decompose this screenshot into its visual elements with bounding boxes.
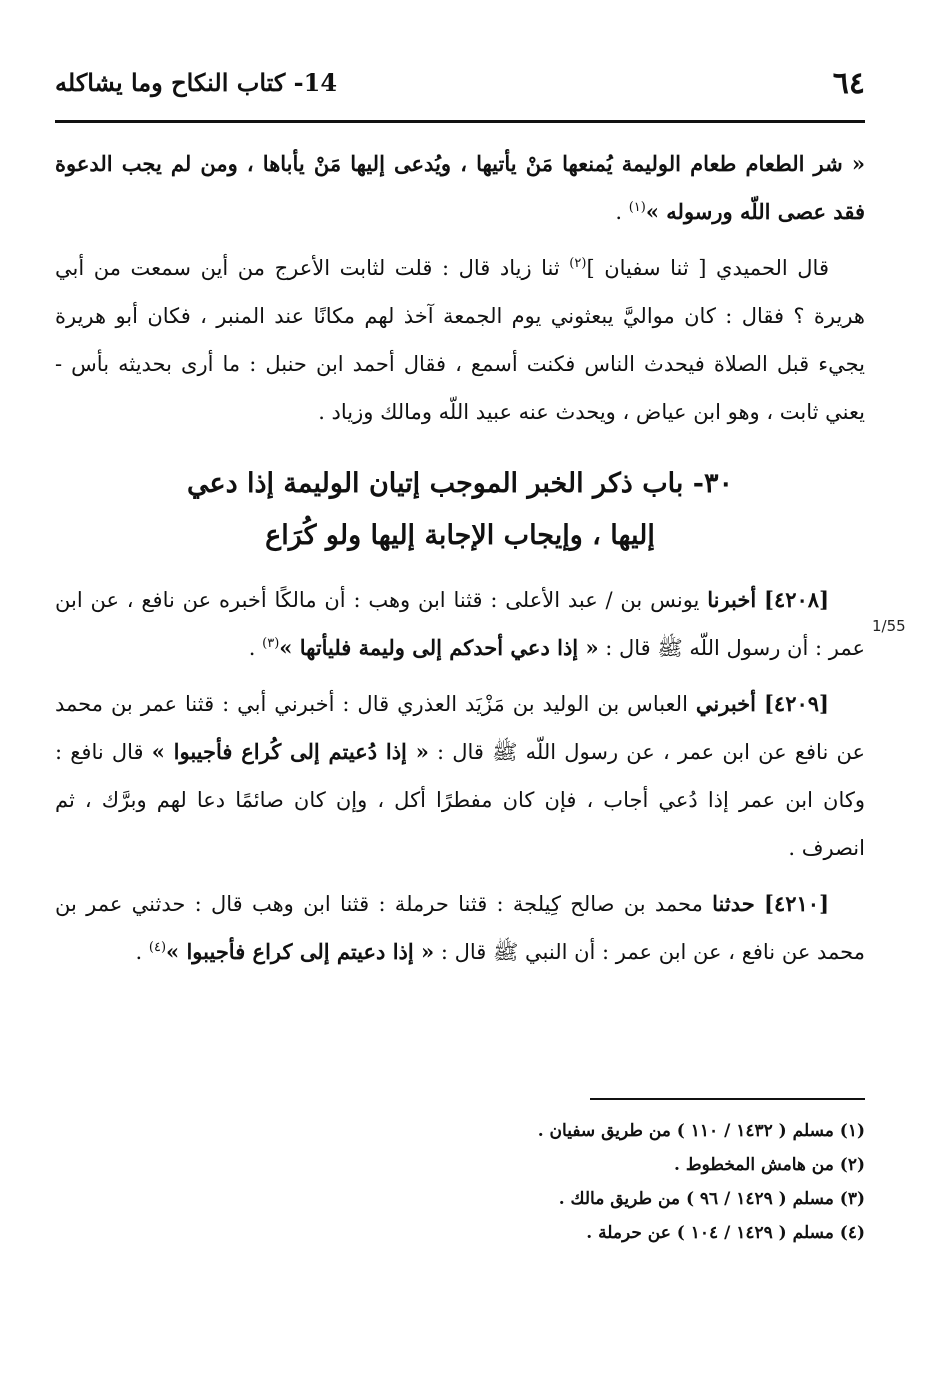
page-header <box>55 60 865 116</box>
chapter-heading <box>55 458 865 562</box>
running-head: 14- كتاب النكاح وما يشاكله <box>55 68 338 97</box>
hadith-text: محمد بن صالح كِيلجة : قثنا حرملة : قثنا ابن وهب قال : حدثني عمر بن محمد عن نافع ، عن ابن عمر : أن النبي ﷺ قال : <box>55 892 865 964</box>
page-body <box>55 140 865 984</box>
footnote-rule <box>590 1098 865 1100</box>
footnote-ref: (٢) <box>569 256 587 271</box>
hadith-number: [٤٢٠٩] <box>763 691 829 716</box>
chapter-heading-line-2: إليها ، وإيجاب الإجابة إليها ولو كُرَاع <box>265 520 655 551</box>
paragraph-humaydi <box>55 244 865 436</box>
hadith-tail: . <box>248 636 263 660</box>
hadith-lead: أخبرنا <box>707 587 757 612</box>
margin-reference: 1/55 <box>872 617 906 635</box>
hadith-number: [٤٢٠٨] <box>764 587 829 612</box>
hadith-quote: « إذا دعي أحدكم إلى وليمة فليأتها » <box>279 635 599 660</box>
hadith-tail: . <box>135 940 149 964</box>
footnotes <box>420 1114 865 1250</box>
footnote-ref: (٣) <box>262 636 280 651</box>
hadith-number: [٤٢١٠] <box>764 891 829 916</box>
footnote-ref: (٤) <box>148 940 167 955</box>
paragraph-opening <box>55 140 865 236</box>
hadith-quote: « شر الطعام طعام الوليمة يُمنعها مَنْ يأتيها ، ويُدعى إليها مَنْ يأباها ، ومن لم يجب الدعوة فقد عصى اللّه ورسوله » <box>55 151 865 224</box>
hadith-4208 <box>55 576 865 672</box>
header-rule <box>55 120 865 123</box>
hadith-text: العباس بن الوليد بن مَزْيَد العذري قال : أخبرني أبي : قثنا عمر بن محمد عن نافع عن ابن عمر ، عن رسول اللّه ﷺ قال : <box>55 692 865 764</box>
page-number: ٦٤ <box>832 66 865 101</box>
footnote-2: (٢) من هامش المخطوط . <box>674 1155 865 1175</box>
chapter-heading-line-1: ٣٠- باب ذكر الخبر الموجب إتيان الوليمة إذا دعي <box>186 468 734 499</box>
hadith-text: يونس بن / عبد الأعلى : قثنا ابن وهب : أن مالكًا أخبره عن نافع ، عن ابن عمر : أن رسول اللّه ﷺ قال : <box>55 588 865 660</box>
hadith-tail: قال نافع : وكان ابن عمر إذا دُعي أجاب ، فإن كان مفطرًا أكل ، وإن كان صائمًا دعا لهم وبرَّك ، ثم انصرف . <box>55 740 865 860</box>
hadith-quote: « إذا دُعيتم إلى كُراع فأجيبوا » <box>151 739 429 764</box>
hadith-quote: « إذا دعيتم إلى كراع فأجيبوا » <box>166 939 435 964</box>
hadith-4210 <box>55 880 865 976</box>
paragraph-tail: ثنا زياد قال : قلت لثابت الأعرج من أين سمعت من أبي هريرة ؟ فقال : كان مواليَّ يبعثوني يوم الجمعة آخذ لهم مكانًا عند المنبر ، فكان أبو هريرة يجيء قبل الصلاة فيحدث الناس فكنت أسمع ، فقال أحمد ابن حنبل : ما أرى بحديثه بأس - يعني ثابت ، وهو ابن عياض ، ويحدث عنه عبيد اللّه ومالك وزياد . <box>55 256 866 424</box>
footnote-4: (٤) مسلم ( ١٤٢٩ / ١٠٤ ) عن حرملة . <box>586 1223 865 1243</box>
footnote-3: (٣) مسلم ( ١٤٢٩ / ٩٦ ) من طريق مالك . <box>558 1189 865 1209</box>
hadith-lead: حدثنا <box>712 891 755 916</box>
paragraph-text: قال الحميدي [ ثنا سفيان ] <box>586 256 829 280</box>
hadith-4209 <box>55 680 865 872</box>
hadith-lead: أخبرني <box>695 691 756 716</box>
paragraph-tail: . <box>615 200 629 224</box>
footnote-1: (١) مسلم ( ١٤٣٢ / ١١٠ ) من طريق سفيان . <box>537 1121 865 1141</box>
footnote-ref: (١) <box>628 200 646 215</box>
